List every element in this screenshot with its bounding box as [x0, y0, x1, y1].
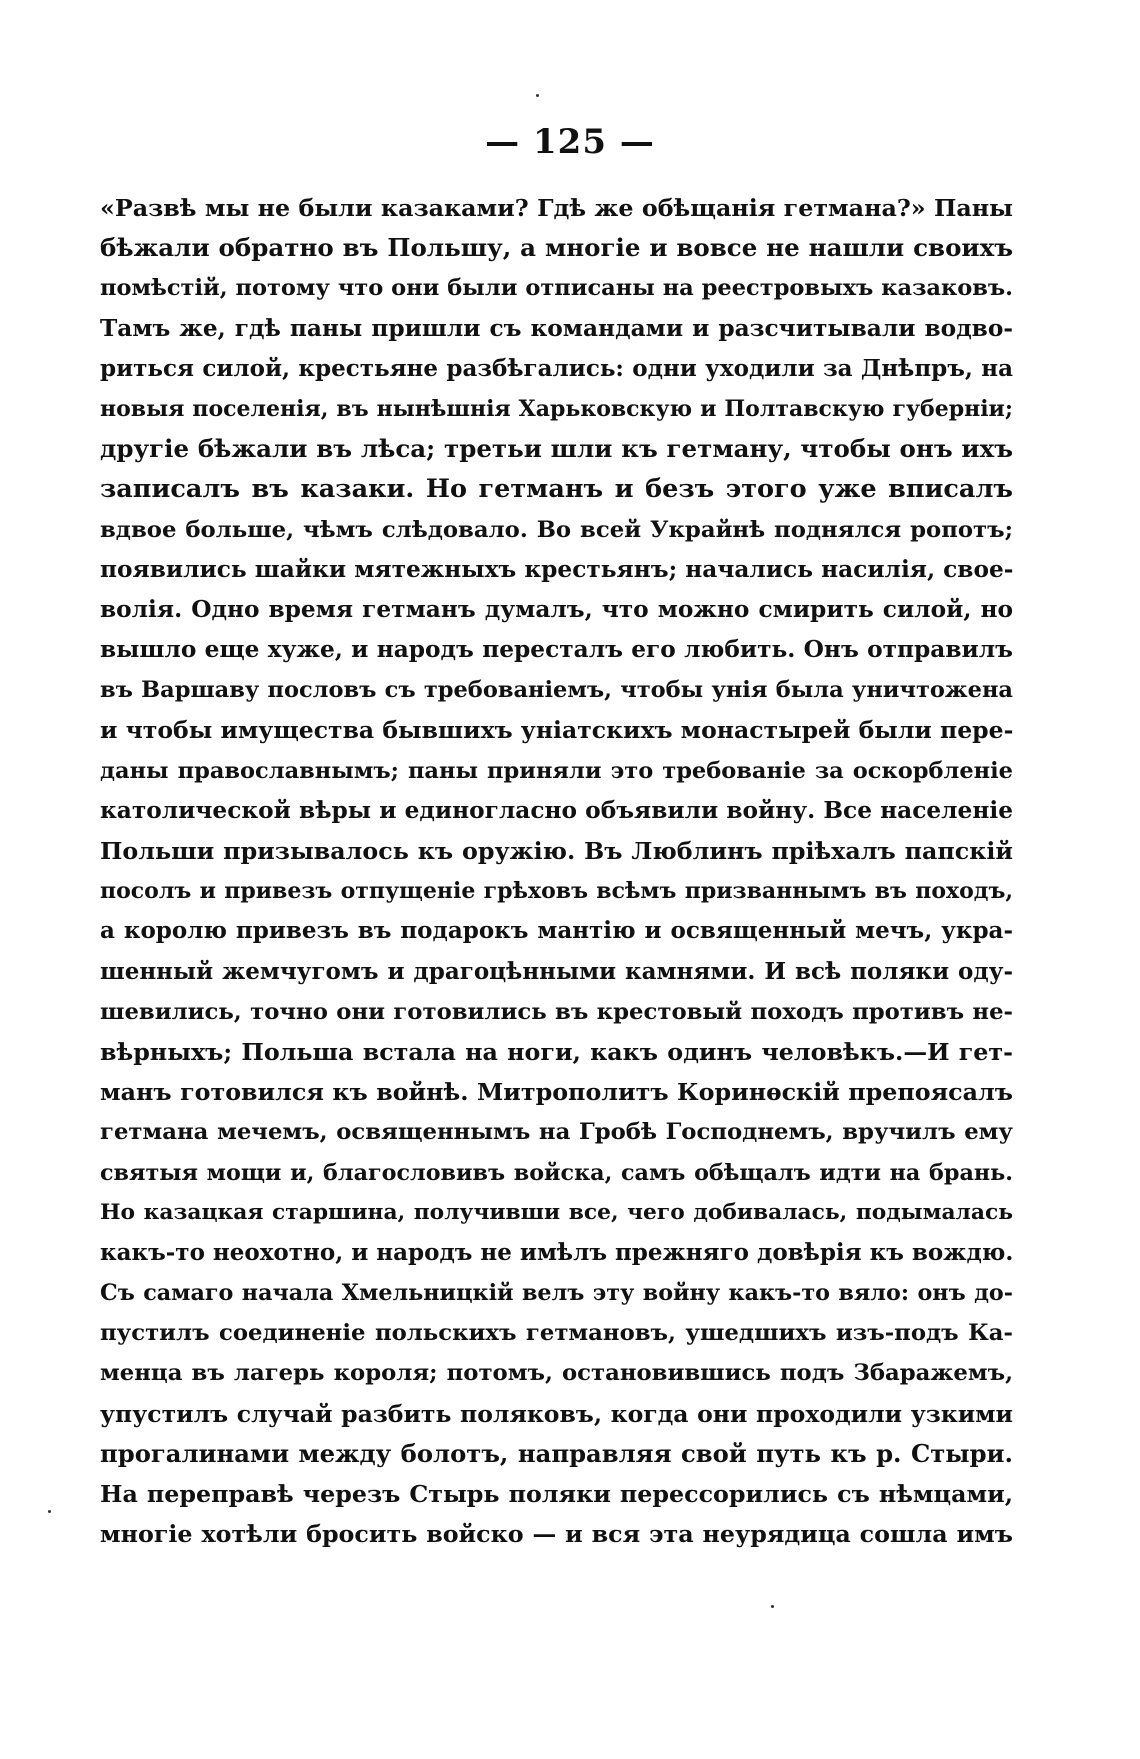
text-line: какъ-то неохотно, и народъ не имѣлъ прежняго довѣрія къ вождю.	[100, 1238, 1013, 1266]
page-number: — 125 —	[485, 122, 655, 162]
text-line: «Развѣ мы не были казаками? Гдѣ же обѣщанія гетмана?» Паны	[100, 194, 1013, 222]
text-line: записалъ въ казаки. Но гетманъ и безъ этого уже вписалъ	[100, 474, 1013, 505]
text-line: шенный жемчугомъ и драгоцѣнными камнями. И всѣ поляки оду-	[100, 957, 1013, 985]
text-line: Съ самаго начала Хмельницкій велъ эту войну какъ-то вяло: онъ до-	[100, 1280, 1013, 1307]
text-line: въ Варшаву пословъ съ требованіемъ, чтобы унія была уничтожена	[100, 677, 1013, 704]
text-line: манъ готовился къ войнѣ. Митрополитъ Коринѳскій препоясалъ	[100, 1078, 1013, 1107]
text-line: посолъ и привезъ отпущеніе грѣховъ всѣмъ призваннымъ въ походъ,	[100, 878, 1013, 905]
text-line: и чтобы имущества бывшихъ уніатскихъ монастырей были пере-	[100, 716, 1013, 745]
text-line: пустилъ соединеніе польскихъ гетмановъ, ушедшихъ изъ-подъ Ка-	[100, 1320, 1013, 1347]
text-line: святыя мощи и, благословивъ войска, самъ обѣщалъ идти на брань.	[100, 1159, 1013, 1186]
text-line: менца въ лагерь короля; потомъ, остановившись подъ Збаражемъ,	[100, 1360, 1013, 1387]
scan-speck	[771, 1605, 774, 1608]
text-line: появились шайки мятежныхъ крестьянъ; начались насилія, свое-	[100, 555, 1013, 583]
text-line: помѣстій, потому что они были отписаны на реестровыхъ казаковъ.	[100, 275, 1013, 302]
text-line: а королю привезъ въ подарокъ мантію и освященный мечъ, укра-	[100, 917, 1013, 945]
text-line: многіе хотѣли бросить войско — и вся эта неурядица сошла имъ	[100, 1520, 1013, 1549]
text-line: Тамъ же, гдѣ паны пришли съ командами и разсчитывали водво-	[100, 314, 1013, 342]
text-line: упустилъ случай разбить поляковъ, когда они проходили узкими	[100, 1399, 1013, 1428]
text-line: новыя поселенія, въ нынѣшнія Харьковскую и Полтавскую губерніи;	[100, 395, 1013, 422]
scan-speck	[536, 94, 539, 97]
text-line: Но казацкая старшина, получивши все, чего добивалась, подымалась	[100, 1199, 1013, 1225]
text-line: прогалинами между болотъ, направляя свой путь къ р. Стыри.	[100, 1438, 1013, 1468]
scan-speck	[48, 1510, 51, 1513]
text-line: вѣрныхъ; Польша встала на ноги, какъ одинъ человѣкъ.—И гет-	[100, 1037, 1013, 1066]
text-line: вдвое больше, чѣмъ слѣдовало. Во всей Украйнѣ поднялся ропотъ;	[100, 516, 1013, 543]
text-line: риться силой, крестьяне разбѣгались: одни уходили за Днѣпръ, на	[100, 354, 1013, 382]
text-line: даны православнымъ; паны приняли это требованіе за оскорбленіе	[100, 757, 1013, 784]
text-line: На переправѣ черезъ Стырь поляки перессорились съ нѣмцами,	[100, 1480, 1013, 1508]
text-line: Польши призывалось къ оружію. Въ Люблинъ пріѣхалъ папскій	[100, 837, 1013, 865]
text-line: бѣжали обратно въ Польшу, а многіе и вовсе не нашли своихъ	[100, 233, 1013, 263]
text-line: волія. Одно время гетманъ думалъ, что можно смирить силой, но	[100, 595, 1013, 623]
text-line: другіе бѣжали въ лѣса; третьи шли къ гетману, чтобы онъ ихъ	[100, 434, 1013, 464]
body-text	[100, 188, 1013, 1554]
text-line: шевились, точно они готовились въ крестовый походъ противъ не-	[100, 998, 1013, 1025]
text-line: гетмана мечемъ, освященнымъ на Гробѣ Господнемъ, вручилъ ему	[100, 1119, 1013, 1146]
text-line: вышло еще хуже, и народъ пересталъ его любить. Онъ отправилъ	[100, 636, 1013, 664]
text-line: католической вѣры и единогласно объявили войну. Все населеніе	[100, 796, 1013, 824]
